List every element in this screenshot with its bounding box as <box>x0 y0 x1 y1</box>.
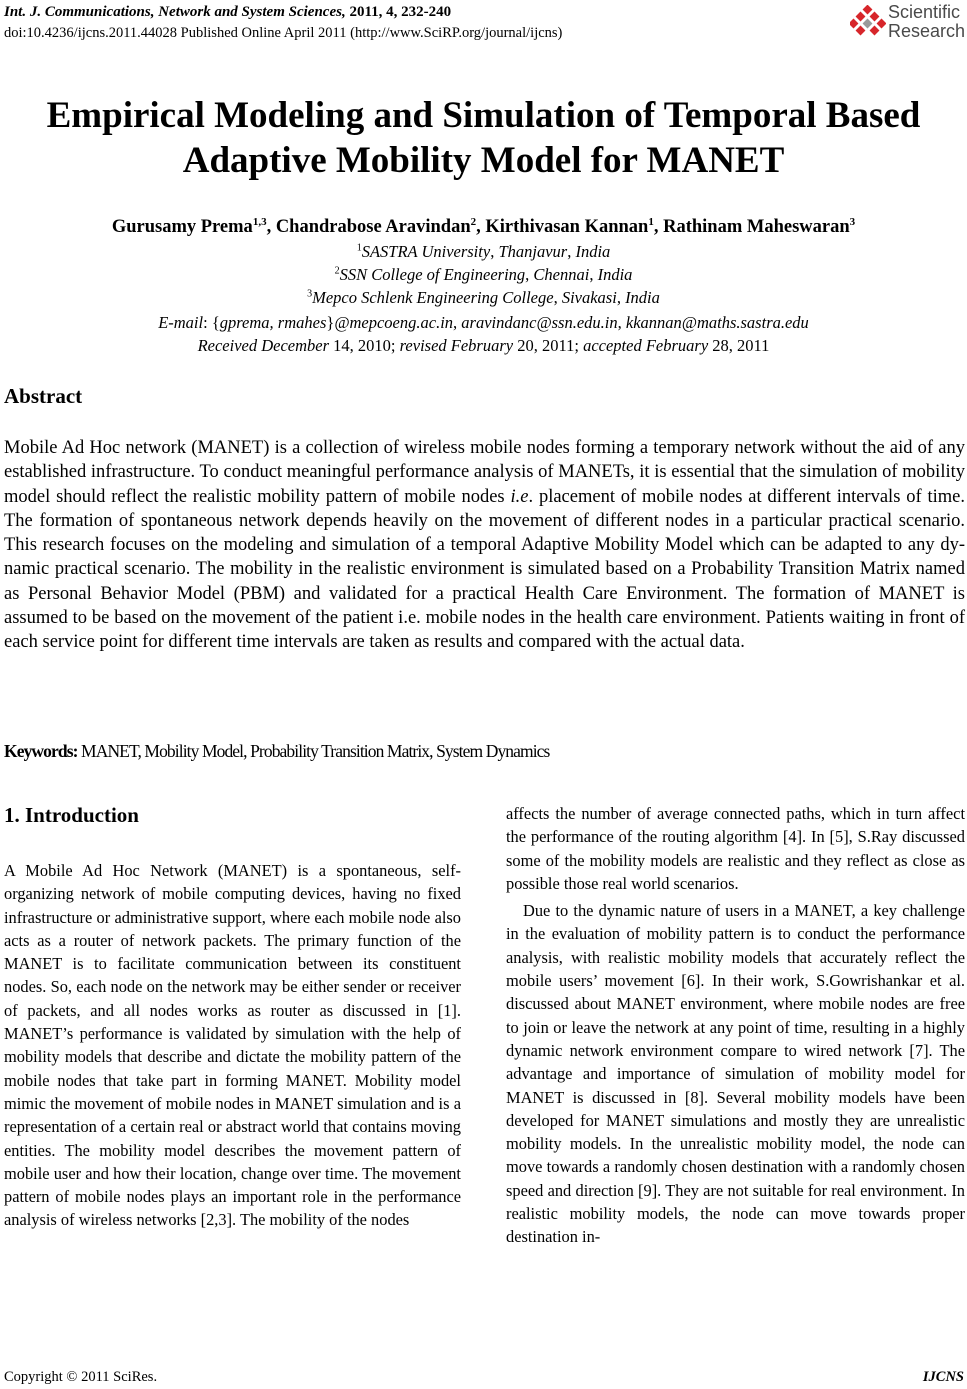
journal-header <box>4 4 451 21</box>
affiliation-institution: Mepco Schlenk Engineering College <box>312 288 554 307</box>
revised-label: revised February <box>399 336 514 355</box>
left-column <box>4 859 461 1232</box>
affiliation-country: India <box>625 288 660 307</box>
intro-paragraph: affects the number of average connected paths, which in turn affect the performance of the routing algorithm [4]. In [5], S.Ray discussed some of the mobility models are realistic and they reflect as close as possible those real world scenarios. <box>506 804 965 893</box>
received-date: 14, 2010; <box>333 336 396 355</box>
abstract-text: Mobile Ad Hoc network (MANET) is a collection of wireless mobile nodes forming a temporary network without the aid of any established infrastructure. To conduct meaningful performance analysis of MANETs, it is essential that the simulation of mobility model should reflect the realistic mobility pattern of mobile nodes <box>4 438 965 507</box>
keywords-text: MANET, Mobility Model, Probability Transition Matrix, System Dynamics <box>81 741 550 761</box>
affiliation-line: $^3$Mepco Schlenk Engineering College, Sivakasi, India <box>307 288 660 307</box>
keywords-label: Keywords: <box>4 741 78 761</box>
logo-text-line1: Scientific <box>888 2 961 22</box>
title-line-2: Adaptive Mobility Model for MANET <box>182 140 785 181</box>
accepted-label: accepted February <box>583 336 709 355</box>
right-column <box>506 802 965 1249</box>
author-name: Chandrabose Aravindan <box>275 217 471 238</box>
abstract-body <box>4 436 965 655</box>
affiliation-city: Chennai <box>533 265 590 284</box>
paper-title <box>0 93 967 183</box>
affiliation-number: 2 <box>334 265 340 277</box>
email-address[interactable]: kkannan@maths.sastra.edu <box>625 313 809 332</box>
affiliation-city: Thanjavur <box>498 242 568 261</box>
received-label: Received December <box>197 336 330 355</box>
abstract-heading: Abstract <box>4 384 83 408</box>
author-separator: , <box>653 217 664 238</box>
journal-name: Int. J. Communications, Network and System Sciences, <box>4 4 346 20</box>
journal-volume: 2011, 4, 232-240 <box>349 4 452 20</box>
affiliation-city: Sivakasi <box>561 288 617 307</box>
affiliation-country: India <box>597 265 633 284</box>
author-name: Rathinam Maheswaran <box>663 217 850 238</box>
publisher-logo <box>850 2 965 42</box>
affiliation-number: 1 <box>356 242 362 254</box>
affiliation-institution: SASTRA University <box>361 242 491 261</box>
keywords-line <box>4 741 549 762</box>
email-address[interactable]: aravindanc@ssn.edu.in <box>461 313 618 332</box>
author-affiliation-mark: 1 <box>648 216 654 228</box>
title-line-1: Empirical Modeling and Simulation of Temporal Based <box>46 95 921 136</box>
journal-abbr-footer: IJCNS <box>922 1369 964 1385</box>
affiliation-line: $^1$SASTRA University, Thanjavur, India <box>356 242 611 261</box>
abstract-text: . placement of mobile nodes at different intervals of time. The formation of spontaneous network depends heavily on the movement of different nodes in a particular practical scenario. This research focuses on the modeling and simulation of a temporal Adaptive Mobility Model which can be adapted to any dynamic practical scenario. The mobility in the realistic environment is simulated based on a Probability Transition Matrix named as Personal Behavior Model (PBM) and validated for a practical Health Care Environment. The formation of MANET is assumed to be based on the movement of the patient i.e. mobile nodes in the health care environment. Patients waiting in front of each service point for different time intervals are taken as results and compared with the actual data. <box>4 486 966 653</box>
email-group: gprema, rmahes <box>219 313 327 332</box>
author-affiliation-mark: 1,3 <box>252 216 267 228</box>
email-domain[interactable]: @mepcoeng.ac.in <box>334 313 454 332</box>
author-affiliation-mark: 2 <box>470 216 477 228</box>
logo-text-line2: Research <box>888 21 966 41</box>
email-label: E-mail <box>158 313 204 332</box>
abstract-ie: i.e <box>510 486 529 507</box>
logo-diamond-icon <box>850 5 886 39</box>
revised-date: 20, 2011; <box>517 336 579 355</box>
accepted-date: 28, 2011 <box>712 336 770 355</box>
affiliation-institution: SSN College of Engineering <box>339 265 526 284</box>
intro-paragraph: Due to the dynamic nature of users in a MANET, a key challenge in the evaluation of mobility pattern is to conduct the performance analysis, with realistic mobility models that accurately reflect the mobile users’ movement [6]. In their work, S.Gowrishankar et al. discussed about MANET environment, where mobile nodes are free to join or leave the network at any point of time, resulting in a highly dynamic network environment compare to wired network [7]. The advantage and importance of simulation of mobility model for MANET is discussed in [8]. Several mobility models have been developed for MANET simulations and mostly they are unrealistic mobility models. In the unrealistic mobility model, the node can move towards a randomly chosen destination with a randomly chosen speed and direction [9]. They are not suitable for real environment. In realistic mobility models, the node can move towards proper destination in- <box>506 901 965 1247</box>
author-name: Gurusamy Prema <box>111 217 253 238</box>
copyright-footer: Copyright © 2011 SciRes. <box>4 1369 158 1385</box>
dates-line <box>0 336 967 356</box>
author-separator: , <box>476 217 486 238</box>
affiliation-line: $^2$SSN College of Engineering, Chennai, India <box>334 265 633 284</box>
email-line: E-mail: {gprema, rmahes}@mepcoeng.ac.in, aravindanc@ssn.edu.in, kkannan@maths.sastra.edu <box>158 313 809 332</box>
section-heading-introduction: 1. Introduction <box>4 803 139 827</box>
author-name: Kirthivasan Kannan <box>485 217 649 238</box>
affiliation-number: 3 <box>307 288 313 300</box>
doi-line: doi:10.4236/ijcns.2011.44028 Published Online April 2011 (http://www.SciRP.org/journal/ijcns) <box>4 25 563 41</box>
author-affiliation-mark: 3 <box>849 216 856 228</box>
intro-paragraph: A Mobile Ad Hoc Network (MANET) is a spontaneous, self-organizing network of mobile computing devices, having no fixed infrastructure or administrative support, where each mobile node also acts as a router of network packets. The primary function of the MANET is to facilitate communication between its constituent nodes. So, each node on the network may be either sender or receiver of packets, and all nodes works as router as discussed in [1]. MANET’s performance is validated by simulation with the help of mobility models that describe and dictate the mobility pattern of the mobile nodes that take part in forming MANET. Mobility model mimic the movement of mobile nodes in MANET simulation and is a representation of a certain real or abstract world that contains moving entities. The mobility model describes the movement pattern of mobile user and how their location, change over time. The movement pattern of mobile nodes plays an important role in the performance analysis of wireless networks [2,3]. The mobility of the nodes <box>4 861 461 1230</box>
affiliation-country: India <box>575 242 611 261</box>
author-list <box>0 216 967 238</box>
author-separator: , <box>266 217 276 238</box>
